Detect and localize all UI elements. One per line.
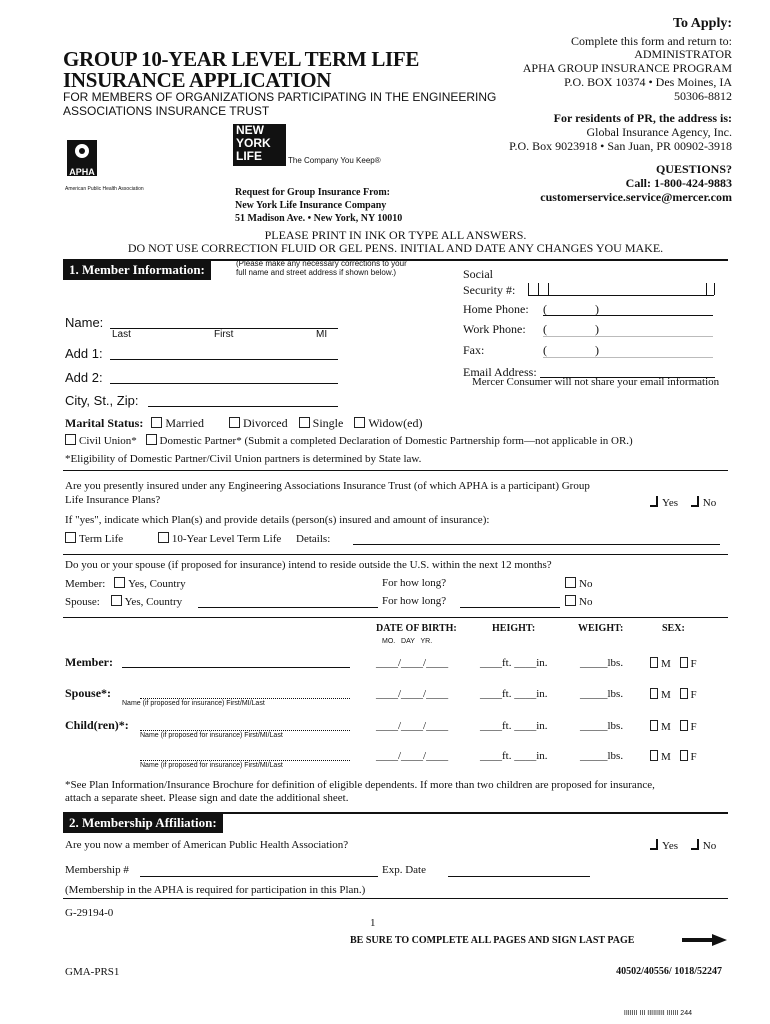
barcode-text: IIIIIII III IIIIIIIII IIIIII 244: [623, 1010, 692, 1017]
if-yes-instruction: If "yes", indicate which Plan(s) and provide details (person(s) insured and amount of insurance):: [65, 514, 490, 526]
city-label: City, St., Zip:: [65, 393, 139, 408]
divider-1: [63, 470, 728, 471]
row-sex-field: [650, 657, 697, 670]
first-label: First: [214, 329, 234, 340]
row-dob-field[interactable]: ____/____/____: [376, 688, 449, 700]
row-lbs-label: lbs.: [607, 720, 624, 732]
row-in-label: in.: [536, 750, 548, 762]
form-codes: 40502/40556/ 1018/52247: [616, 966, 722, 977]
membership-note: (Membership in the APHA is required for participation in this Plan.): [65, 884, 366, 896]
married-checkbox[interactable]: [151, 417, 162, 428]
widowed-checkbox[interactable]: [354, 417, 365, 428]
add2-field[interactable]: [110, 383, 338, 384]
reside-spouse-row: [65, 595, 182, 608]
last-label: Last: [112, 329, 131, 340]
form-subtitle-line2: ASSOCIATIONS INSURANCE TRUST: [63, 104, 270, 118]
reside-spouse-yes-checkbox[interactable]: [111, 595, 122, 606]
complete-all-pages-note: BE SURE TO COMPLETE ALL PAGES AND SIGN LAST PAGE: [350, 935, 635, 946]
reside-member-yes-checkbox[interactable]: [114, 577, 125, 588]
email-note: Mercer Consumer will not share your email information: [472, 376, 720, 388]
exp-date-field[interactable]: [448, 876, 590, 877]
nyl-logo: [233, 124, 286, 166]
nyl-tagline: The Company You Keep®: [288, 156, 381, 165]
membership-yes-no: [650, 839, 716, 852]
row-label: Spouse*:: [65, 686, 112, 700]
home-phone-label: Home Phone:: [463, 302, 529, 316]
call-number[interactable]: Call: 1-800-424-9883: [625, 176, 732, 190]
civil-union-row: [65, 434, 633, 447]
reside-member-no-label: No: [579, 578, 593, 590]
reside-spouse-no-label: No: [579, 596, 593, 608]
ten-year-label: 10-Year Level Term Life: [171, 533, 282, 545]
single-checkbox[interactable]: [299, 417, 310, 428]
height-heading: HEIGHT:: [492, 623, 536, 634]
term-life-label: Term Life: [79, 533, 124, 545]
row-ft-label: ft.: [502, 657, 512, 669]
fax-label: Fax:: [463, 343, 485, 357]
add1-field[interactable]: [110, 359, 338, 360]
row-f-label: F: [690, 658, 697, 670]
instructions-line2: DO NOT USE CORRECTION FLUID OR GEL PENS. INITIAL AND DATE ANY CHANGES YOU MAKE.: [127, 241, 664, 255]
pr-line1: Global Insurance Agency, Inc.: [586, 125, 732, 139]
add2-label: Add 2:: [65, 370, 103, 385]
details-field[interactable]: [353, 544, 720, 545]
email-label: Email Address:: [463, 365, 537, 379]
fax-close-paren: ): [595, 343, 599, 357]
row-label: Member:: [65, 655, 113, 669]
row-f-label: F: [690, 689, 697, 701]
row-sex-m-checkbox[interactable]: [650, 688, 658, 699]
home-phone-open-paren: (: [543, 302, 547, 316]
dob-subheading: MO. DAY YR.: [382, 638, 433, 645]
reside-member-row: [65, 577, 186, 590]
membership-number-field[interactable]: [140, 876, 378, 877]
row-sex-f-checkbox[interactable]: [680, 688, 688, 699]
row-sublabel: Name (if proposed for insurance) First/MI/Last: [140, 762, 283, 769]
footnote-line1: *See Plan Information/Insurance Brochure for definition of eligible dependents. If more than two children are proposed for insurance,: [65, 779, 655, 791]
row-sex-field: [650, 688, 697, 701]
row-dob-field[interactable]: ____/____/____: [376, 657, 449, 669]
row-height-field[interactable]: ____ft. ____in.: [480, 688, 548, 700]
section1-note-line1: (Please make any necessary corrections to your: [236, 259, 407, 268]
row-name-field[interactable]: [140, 760, 350, 761]
reside-member-no: [565, 577, 592, 590]
footnote-line2: attach a separate sheet. Please sign and date the additional sheet.: [65, 792, 349, 804]
row-sex-f-checkbox[interactable]: [680, 750, 688, 761]
row-m-label: M: [661, 751, 671, 763]
row-in-label: in.: [536, 657, 548, 669]
widowed-option: Widow(ed): [368, 416, 423, 430]
marital-status-row: [65, 416, 422, 431]
mi-label: MI: [316, 329, 328, 340]
weight-heading: WEIGHT:: [578, 623, 624, 634]
insured-no-label: No: [702, 497, 717, 509]
section1-note: [236, 259, 407, 277]
ssn-field[interactable]: [528, 283, 714, 296]
section1-note-line2: full name and street address if shown below.): [236, 268, 397, 277]
divider-2: [63, 554, 728, 555]
reside-member-label: Member:: [65, 578, 106, 590]
reside-spouse-label: Spouse:: [65, 596, 100, 608]
reside-question: Do you or your spouse (if proposed for insurance) intend to reside outside the U.S. within the next 12 months?: [65, 559, 552, 571]
nyl-logo-line3: LIFE: [236, 149, 262, 163]
arrow-right-icon: [682, 934, 727, 946]
row-sex-field: [650, 720, 697, 733]
insured-question-line1: Are you presently insured under any Engineering Associations Insurance Trust (of which APHA is a participant) Group: [65, 480, 590, 492]
row-sex-field: [650, 750, 697, 763]
row-lbs-label: lbs.: [607, 750, 624, 762]
apha-logo-text: APHA: [69, 167, 95, 177]
single-option: Single: [312, 416, 344, 430]
row-sex-m-checkbox[interactable]: [650, 720, 658, 731]
city-field[interactable]: [148, 406, 338, 407]
page-number: 1: [370, 917, 376, 929]
civil-union-checkbox[interactable]: [65, 434, 76, 445]
dob-heading: DATE OF BIRTH:: [376, 623, 457, 634]
row-height-field[interactable]: ____ft. ____in.: [480, 750, 548, 762]
row-name-field[interactable]: [140, 730, 350, 731]
insured-yes-checkbox[interactable]: [650, 496, 658, 507]
form-id: G-29194-0: [65, 907, 114, 919]
name-label: Name:: [65, 315, 104, 330]
work-phone-label: Work Phone:: [463, 322, 526, 336]
row-ft-label: ft.: [502, 688, 512, 700]
row-sex-f-checkbox[interactable]: [680, 657, 688, 668]
row-height-field[interactable]: ____ft. ____in.: [480, 657, 548, 669]
reside-spouse-yes-label: Yes, Country: [124, 596, 183, 608]
row-sex-m-checkbox[interactable]: [650, 657, 658, 668]
divorced-checkbox[interactable]: [229, 417, 240, 428]
membership-yes-checkbox[interactable]: [650, 839, 658, 850]
married-option: Married: [165, 416, 204, 430]
row-dob-field[interactable]: ____/____/____: [376, 720, 449, 732]
row-f-label: F: [690, 751, 697, 763]
nyl-logo-line1: NEW: [236, 123, 264, 137]
fax-open-paren: (: [543, 343, 547, 357]
sex-heading: SEX:: [662, 623, 685, 634]
row-m-label: M: [661, 658, 671, 670]
row-ft-label: ft.: [502, 750, 512, 762]
reside-member-no-checkbox[interactable]: [565, 577, 576, 588]
membership-number-label: Membership #: [65, 864, 129, 876]
customer-service-email[interactable]: customerservice.service@mercer.com: [540, 190, 732, 204]
domestic-partner-label: Domestic Partner*: [159, 435, 242, 447]
request-line2: New York Life Insurance Company: [235, 200, 387, 211]
reside-member-how-long: For how long?: [382, 577, 447, 589]
apply-line4: P.O. BOX 10374 • Des Moines, IA: [564, 75, 732, 89]
instructions-line1: PLEASE PRINT IN INK OR TYPE ALL ANSWERS.: [264, 228, 527, 242]
apply-line5: 50306-8812: [674, 89, 732, 103]
section2-heading: 2. Membership Affiliation:: [63, 814, 223, 833]
reside-member-yes-label: Yes, Country: [128, 578, 186, 590]
divider-3: [63, 617, 728, 618]
membership-yes-label: Yes: [662, 840, 679, 852]
section1-heading: 1. Member Information:: [63, 261, 211, 280]
ssn-label-line2: Security #:: [463, 283, 516, 297]
work-phone-open-paren: (: [543, 322, 547, 336]
plan-type-row: [65, 532, 330, 545]
row-name-field[interactable]: [122, 667, 350, 668]
apply-line1: Complete this form and return to:: [571, 34, 732, 48]
ten-year-checkbox[interactable]: [158, 532, 169, 543]
civil-union-label: Civil Union*: [79, 435, 137, 447]
apha-emblem-icon: [67, 140, 97, 162]
questions-heading: QUESTIONS?: [655, 162, 732, 176]
form-title-line2: INSURANCE APPLICATION: [63, 68, 332, 92]
marital-label: Marital Status:: [65, 416, 144, 430]
row-lbs-label: lbs.: [607, 688, 624, 700]
membership-no-checkbox[interactable]: [691, 839, 699, 850]
reside-spouse-duration-field[interactable]: [460, 607, 560, 608]
to-apply-heading: To Apply:: [672, 16, 732, 31]
apha-logo: [67, 140, 97, 176]
row-weight-field[interactable]: _____lbs.: [580, 720, 624, 732]
home-phone-close-paren: ): [595, 302, 599, 316]
row-label: Child(ren)*:: [65, 718, 129, 732]
reside-spouse-no-checkbox[interactable]: [565, 595, 576, 606]
insured-question-line2: Life Insurance Plans?: [65, 494, 161, 506]
work-phone-field[interactable]: [543, 336, 713, 337]
membership-no-label: No: [702, 840, 717, 852]
details-label: Details:: [296, 533, 331, 545]
ssn-label-line1: Social: [463, 267, 493, 281]
reside-spouse-country-field[interactable]: [198, 607, 378, 608]
row-sublabel: Name (if proposed for insurance) First/MI/Last: [122, 700, 265, 707]
row-ft-label: ft.: [502, 720, 512, 732]
gma-code: GMA-PRS1: [65, 966, 120, 978]
row-dob-field[interactable]: ____/____/____: [376, 750, 449, 762]
row-sex-m-checkbox[interactable]: [650, 750, 658, 761]
membership-question: Are you now a member of American Public Health Association?: [65, 839, 349, 851]
work-phone-close-paren: ): [595, 322, 599, 336]
insured-yes-no: [650, 496, 716, 509]
row-sublabel: Name (if proposed for insurance) First/MI/Last: [140, 732, 283, 739]
eligibility-note: *Eligibility of Domestic Partner/Civil Union partners is determined by State law.: [65, 453, 422, 465]
nyl-logo-line2: YORK: [236, 136, 271, 150]
apha-logo-caption: American Public Health Association: [65, 186, 144, 192]
row-weight-field[interactable]: _____lbs.: [580, 657, 624, 669]
request-line1: Request for Group Insurance From:: [235, 187, 390, 198]
add1-label: Add 1:: [65, 346, 103, 361]
domestic-partner-checkbox[interactable]: [146, 434, 157, 445]
row-m-label: M: [661, 689, 671, 701]
insured-yes-label: Yes: [662, 497, 679, 509]
insured-no-checkbox[interactable]: [691, 496, 699, 507]
form-title-line1: GROUP 10-YEAR LEVEL TERM LIFE: [63, 47, 420, 71]
row-f-label: F: [690, 721, 697, 733]
reside-spouse-how-long: For how long?: [382, 595, 447, 607]
request-line3: 51 Madison Ave. • New York, NY 10010: [235, 213, 403, 224]
section2-bottom-rule: [63, 898, 728, 899]
row-in-label: in.: [536, 720, 548, 732]
row-name-field[interactable]: [140, 698, 350, 699]
row-height-field[interactable]: ____ft. ____in.: [480, 720, 548, 732]
form-subtitle-line1: FOR MEMBERS OF ORGANIZATIONS PARTICIPATING IN THE ENGINEERING: [63, 90, 497, 104]
apply-line2: ADMINISTRATOR: [634, 47, 732, 61]
pr-line2: P.O. Box 9023918 • San Juan, PR 00902-3918: [509, 139, 732, 153]
apply-line3: APHA GROUP INSURANCE PROGRAM: [522, 61, 732, 75]
divorced-option: Divorced: [242, 416, 288, 430]
row-weight-field[interactable]: _____lbs.: [580, 750, 624, 762]
row-sex-f-checkbox[interactable]: [680, 720, 688, 731]
pr-heading: For residents of PR, the address is:: [553, 111, 732, 125]
home-phone-field[interactable]: [543, 315, 713, 316]
row-m-label: M: [661, 721, 671, 733]
row-lbs-label: lbs.: [607, 657, 624, 669]
exp-date-label: Exp. Date: [382, 864, 426, 876]
fax-field[interactable]: [543, 357, 713, 358]
domestic-partner-note: (Submit a completed Declaration of Domestic Partnership form—not applicable in OR.): [244, 435, 633, 447]
term-life-checkbox[interactable]: [65, 532, 76, 543]
reside-spouse-no: [565, 595, 592, 608]
row-in-label: in.: [536, 688, 548, 700]
row-weight-field[interactable]: _____lbs.: [580, 688, 624, 700]
